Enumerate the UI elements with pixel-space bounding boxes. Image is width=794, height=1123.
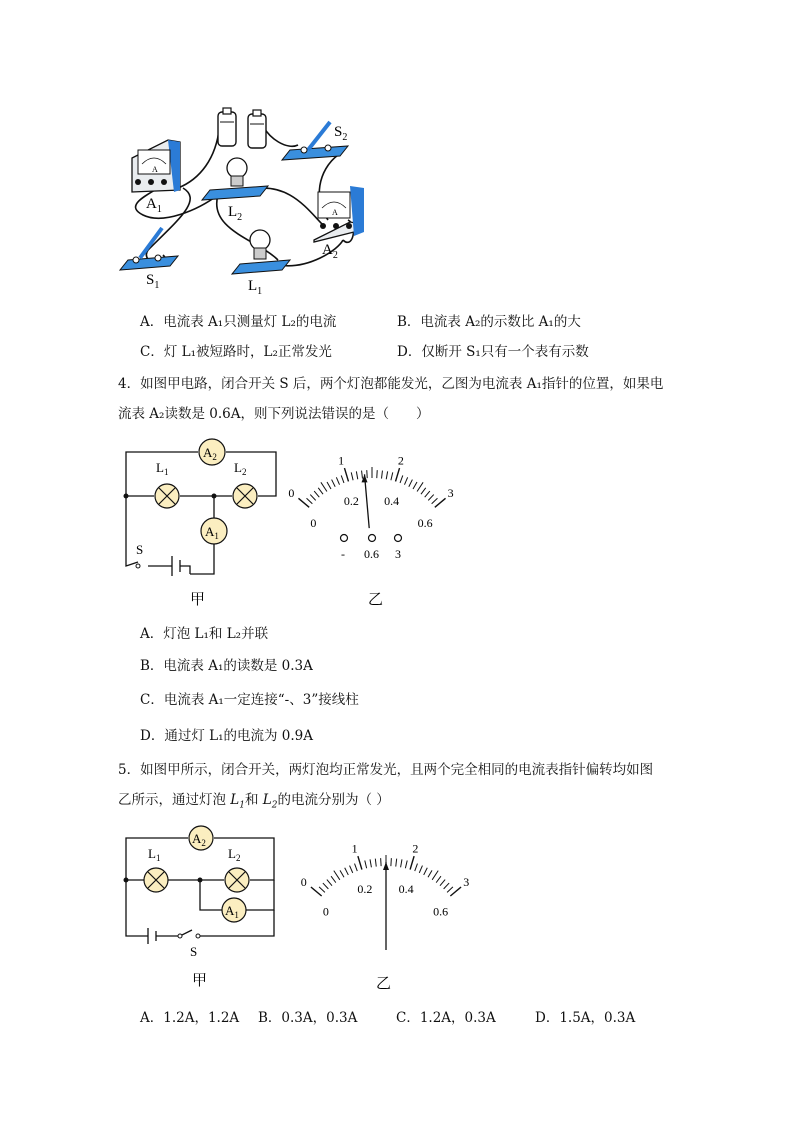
dial-terminal [341,535,348,542]
dial-tick [375,859,376,867]
dial-tick [396,468,400,481]
dial-terminal [369,535,376,542]
q3-label-l1: $L_1$ [248,278,263,297]
dial-tick [351,472,353,480]
q4-lamp-l2 [233,460,257,508]
dial-terminal-label: 0.6 [364,547,379,561]
q3-option-a: A．电流表 A₁只测量灯 L₂的电流 [140,314,337,330]
q5-circuit-diagram [118,822,288,997]
dial-tick [400,475,403,483]
q3-label-s2: $S_2$ [334,124,348,143]
dial-tick [413,482,417,489]
dial-label-upper: 1 [351,841,358,856]
dial-tick [386,471,387,479]
q4-stem-line2: 流表 A₂读数是 0.6A，则下列说法错误的是（ ） [118,406,430,422]
svg-text:L1: $L_1$ [156,460,169,477]
q5-ammeter-a2 [189,826,213,850]
dial-tick [436,876,441,882]
bulb-l2-icon [202,158,268,200]
dial-tick [327,482,331,489]
ammeter-a1-icon [132,140,180,192]
svg-text:A: A [332,208,338,217]
dial-tick [331,876,336,882]
svg-text:A2: $A_2$ [203,445,217,462]
q3-label-a1: $A_1$ [146,196,162,215]
q4-dial-ticks [298,467,445,507]
dial-label-lower: 0 [322,904,329,919]
dial-tick [355,864,358,872]
svg-text:A2: $A_2$ [192,831,206,848]
dial-tick [425,491,430,497]
dial-tick [440,880,445,886]
dial-tick [332,480,336,487]
dial-tick [432,498,438,503]
dial-tick [340,870,344,877]
dial-tick [405,860,407,868]
dial-tick [344,468,348,481]
svg-text:L2: $L_2$ [228,846,241,863]
dial-tick [307,498,313,503]
dial-label-lower: 0.2 [357,882,373,897]
q3-label-a2: $A_2$ [322,242,338,261]
dial-pointer [365,474,370,528]
dial-tick [444,883,449,889]
svg-text:A1: $A_1$ [225,903,239,920]
dial-tick [356,471,357,479]
q3-circuit-figure [118,100,388,300]
dial-tick [327,880,332,886]
dial-label-upper: 0 [300,874,307,889]
svg-text:A: A [152,165,158,174]
q4-circuit-diagram [118,430,288,610]
dial-tick [432,871,438,880]
dial-tick [365,860,367,868]
dial-tick [428,495,433,501]
dial-terminal [395,535,402,542]
q3-option-b: B．电流表 A₂的示数比 A₁的大 [397,314,581,330]
q5-lamp-l1 [144,846,168,892]
dial-label-upper: 3 [463,874,470,889]
dial-tick [410,856,414,869]
dial-tick [314,491,319,497]
dial-tick [428,870,432,877]
dial-tick [391,472,393,480]
dial-label-lower: 0.6 [433,904,449,919]
dial-tick [336,477,339,484]
ammeter-a2-icon [314,186,364,242]
q4-option-a: A．灯泡 L₁和 L₂并联 [140,626,269,642]
q4-lamp-l1 [155,460,179,508]
q4-stem-line1: 4．如图甲电路，闭合开关 S 后，两个灯泡都能发光，乙图为电流表 A₁指针的位置，如果电 [118,376,664,392]
dial-label-upper: 3 [447,486,454,501]
dial-terminal-label: - [341,547,345,561]
dial-tick [318,488,323,494]
dial-tick [404,477,407,484]
q5-option-b: B．0.3A，0.3A [258,1010,358,1026]
q4-option-b: B．电流表 A₁的读数是 0.3A [140,658,313,674]
dial-label-upper: 2 [412,841,419,856]
dial-tick [345,868,349,875]
dial-tick [370,859,371,867]
dial-tick [421,488,426,494]
q5-option-d: D．1.5A，0.3A [535,1010,636,1026]
svg-text:L1: $L_1$ [148,846,161,863]
svg-text:L2: $L_2$ [234,460,247,477]
q4-caption-jia: 甲 [190,592,206,608]
q5-option-c: C．1.2A，0.3A [396,1010,496,1026]
svg-text:A1: $A_1$ [205,524,219,541]
dial-tick [382,471,383,479]
q4-option-d: D．通过灯 L₁的电流为 0.9A [140,728,314,744]
q5-switch-label: S [190,944,198,959]
q5-stem-line2: 乙所示，通过灯泡 $L_1$和 $L_2$的电流分别为（ ） [118,792,390,811]
q5-ammeter-a1 [222,898,246,922]
q4-ammeter-a1 [201,518,227,544]
dial-tick [323,883,328,889]
q3-option-d: D．仅断开 S₁只有一个表有示数 [397,344,589,360]
q5-lamp-l2 [225,846,249,892]
dial-label-lower: 0.6 [417,516,433,531]
dial-tick [334,871,340,880]
q4-ammeter-dial [288,448,468,608]
q3-label-s1: $S_1$ [146,272,160,291]
dial-tick [362,471,363,479]
q4-switch-label: S [136,542,144,557]
battery-icon [218,108,266,148]
dial-tick [415,864,418,872]
dial-label-lower: 0 [310,516,317,531]
q3-label-l2: $L_2$ [228,204,243,223]
dial-tick [319,887,325,892]
dial-label-lower: 0.2 [343,493,359,508]
q4-ammeter-a2 [199,439,225,465]
dial-tick [350,866,353,873]
dial-terminal-label: 3 [395,547,401,561]
dial-tick [417,482,423,491]
dial-label-lower: 0.4 [384,493,400,508]
dial-tick [424,868,428,875]
q5-stem-line1: 5．如图甲所示，闭合开关，两灯泡均正常发光，且两个完全相同的电流表指针偏转均如图 [118,762,654,778]
dial-pointer-arrow [383,862,389,870]
dial-label-upper: 0 [288,486,295,501]
dial-tick [358,856,362,869]
bulb-l1-icon [232,230,290,274]
q5-ammeter-dial [300,832,480,992]
dial-tick [341,475,344,483]
switch-s1-icon [120,228,178,270]
dial-tick [401,859,402,867]
dial-tick [310,495,315,501]
dial-label-upper: 1 [338,453,345,468]
dial-tick [409,480,413,487]
q5-option-a: A．1.2A，1.2A [140,1010,240,1026]
q5-caption-jia: 甲 [192,973,208,989]
q4-caption-yi: 乙 [368,592,384,608]
q4-option-c: C．电流表 A₁一定连接“-、3”接线柱 [140,692,359,708]
dial-tick [447,887,453,892]
dial-tick [396,859,397,867]
dial-tick [419,866,422,873]
dial-label-lower: 0.4 [398,882,414,897]
dial-label-upper: 2 [397,453,404,468]
dial-tick [321,482,327,491]
q3-option-c: C．灯 L₁被短路时，L₂正常发光 [140,344,332,360]
q5-caption-yi: 乙 [376,976,392,992]
